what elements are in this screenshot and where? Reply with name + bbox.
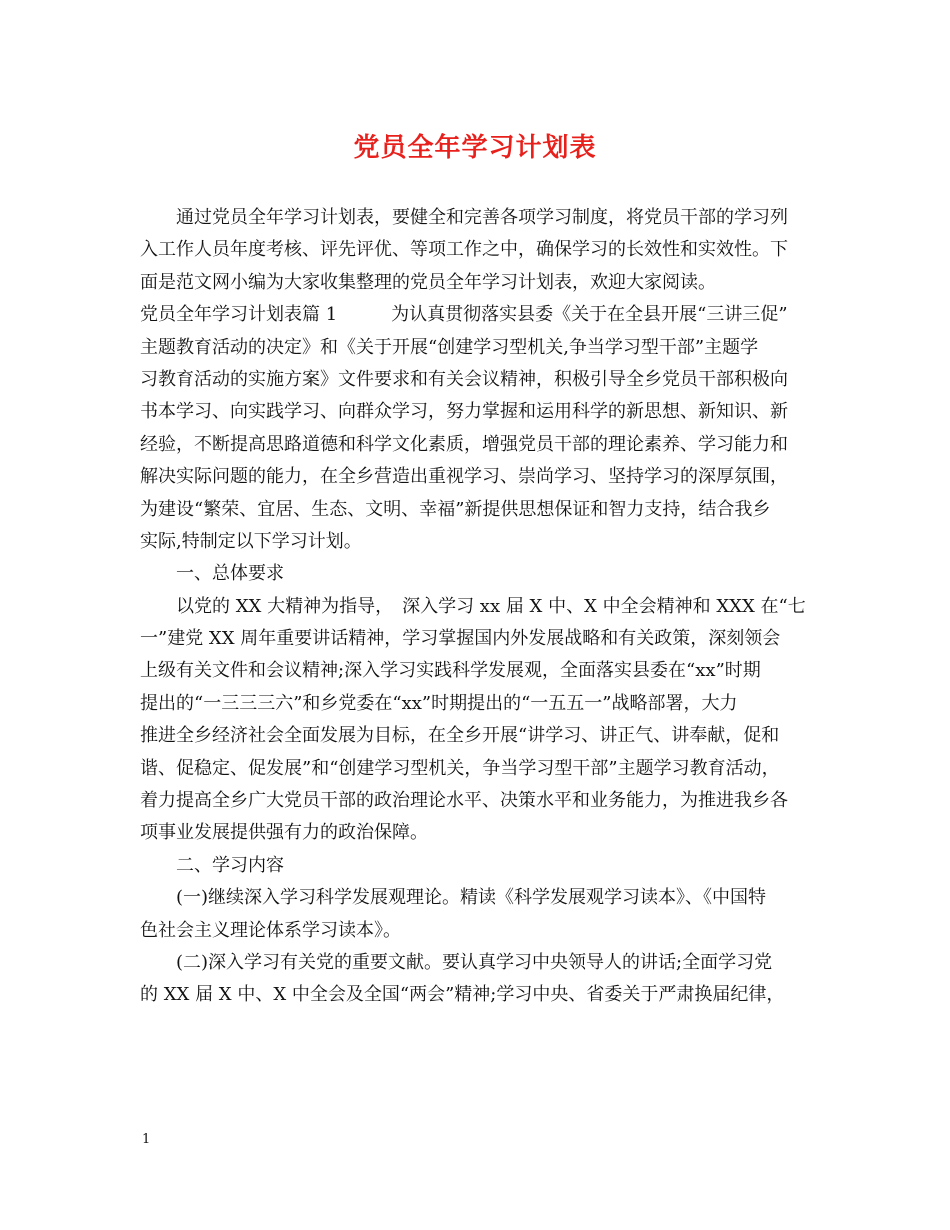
paragraph-line: 推进全乡经济社会全面发展为目标，在全乡开展“讲学习、讲正气、讲奉献，促和 — [140, 725, 780, 747]
document-title: 党员全年学习计划表 — [353, 133, 597, 163]
paragraph-line: 实际,特制定以下学习计划。 — [140, 530, 362, 552]
document-body — [140, 202, 818, 1012]
paragraph-line: 提出的“一三三三六”和乡党委在“xx”时期提出的“一五五一”战略部署，大力 — [140, 692, 738, 714]
paragraph-line: 着力提高全乡广大党员干部的政治理论水平、决策水平和业务能力，为推进我乡各 — [140, 790, 788, 812]
paragraph-line: 党员全年学习计划表篇 1 为认真贯彻落实县委《关于在全县开展“三讲三促” — [140, 304, 788, 326]
paragraph-line: (一)继续深入学习科学发展观理论。精读《科学发展观学习读本》、《中国特 — [176, 887, 767, 909]
paragraph-line: 面是范文网小编为大家收集整理的党员全年学习计划表，欢迎大家阅读。 — [140, 271, 716, 293]
paragraph-line: 习教育活动的实施方案》文件要求和有关会议精神，积极引导全乡党员干部积极向 — [140, 368, 788, 390]
paragraph-line: 谐、促稳定、促发展”和“创建学习型机关，争当学习型干部”主题学习教育活动， — [140, 757, 780, 779]
paragraph-line: 一”建党 XX 周年重要讲话精神，学习掌握国内外发展战略和有关政策，深刻领会 — [140, 628, 781, 650]
paragraph-line: 通过党员全年学习计划表，要健全和完善各项学习制度，将党员干部的学习列 — [176, 207, 788, 228]
paragraph-line: 项事业发展提供强有力的政治保障。 — [140, 822, 428, 844]
paragraph-line: 色社会主义理论体系学习读本》。 — [140, 919, 401, 941]
paragraph-line: 为建设“繁荣、宜居、生态、文明、幸福”新提供思想保证和智力支持，结合我乡 — [140, 498, 771, 520]
paragraph-line: 主题教育活动的决定》和《关于开展“创建学习型机关,争当学习型干部”主题学 — [140, 336, 759, 358]
section-heading: 一、总体要求 — [176, 563, 284, 585]
paragraph-line: 经验，不断提高思路道德和科学文化素质，增强党员干部的理论素养、学习能力和 — [140, 433, 788, 455]
paragraph-line: 解决实际问题的能力，在全乡营造出重视学习、崇尚学习、坚持学习的深厚氛围， — [140, 466, 788, 488]
paragraph-line: 书本学习、向实践学习、向群众学习，努力掌握和运用科学的新思想、新知识、新 — [140, 401, 788, 423]
paragraph-line: 入工作人员年度考核、评先评优、等项工作之中，确保学习的长效性和实效性。下 — [140, 239, 788, 261]
paragraph-line: 以党的 XX 大精神为指导， 深入学习 xx 届 X 中、X 中全会精神和 XXX 在“七 — [176, 595, 806, 617]
section-heading: 二、学习内容 — [176, 854, 284, 876]
paragraph-line: (二)深入学习有关党的重要文献。要认真学习中央领导人的讲话;全面学习党 — [176, 951, 773, 973]
paragraph-line: 上级有关文件和会议精神;深入学习实践科学发展观，全面落实县委在“xx”时期 — [140, 660, 761, 682]
paragraph-line: 的 XX 届 X 中、X 中全会及全国“两会”精神;学习中央、省委关于严肃换届纪律， — [140, 984, 785, 1006]
page-number: 1 — [142, 1132, 151, 1147]
